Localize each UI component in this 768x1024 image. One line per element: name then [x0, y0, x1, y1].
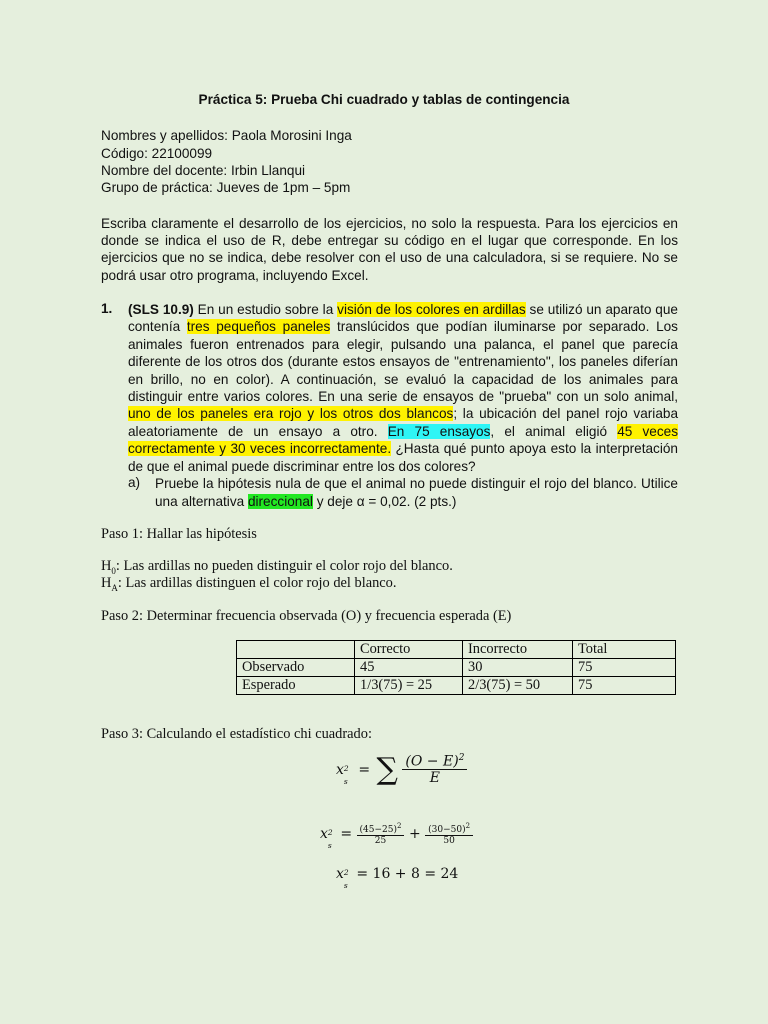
highlight-cyan: En 75 ensayos: [387, 423, 491, 439]
formula-denominator: E: [429, 770, 441, 787]
table-cell: 30: [463, 659, 573, 677]
equals-sign: =: [358, 761, 371, 778]
chi-square-formula: [336, 752, 467, 787]
sub-question-label: a): [128, 475, 141, 490]
formula-fraction: [402, 753, 467, 787]
instructions: Escriba claramente el desarrollo de los ejercicios, no solo la respuesta. Para los ejercicios en donde se indica el uso de R, debe entregar su código en el lugar que corresponde. En los ejercicios que no se indica, debe resolver con el uso de una calculadora, si se requiere. No se podrá usar otro programa, incluyendo Excel.: [101, 216, 678, 283]
hypothesis-alternative: [101, 575, 396, 593]
highlight-yellow: visión de los colores en ardillas: [337, 302, 526, 317]
teacher-name: Nombre del docente: Irbin Llanqui: [101, 163, 306, 178]
table-row: [237, 659, 676, 677]
step-1: Paso 1: Hallar las hipótesis: [101, 526, 257, 542]
formula-num-sup: 2: [458, 752, 465, 763]
table-header-row: [237, 641, 676, 659]
highlight-yellow: uno de los paneles era rojo y los otros dos blancos: [128, 406, 454, 422]
calc-denominator-2: 50: [443, 836, 455, 846]
sub-question-part: y deje α = 0,02. (2 pts.): [312, 494, 457, 509]
chi-square-result: [336, 866, 459, 890]
student-name: Nombres y apellidos: Paola Morosini Inga: [101, 128, 352, 143]
hypothesis-subscript: A: [111, 582, 118, 593]
question-text: En un estudio sobre la: [193, 302, 338, 317]
sub-question-part: Pruebe la hipótesis nula de que el animal no puede distinguir el rojo del blanco. Utilice una alternativa: [155, 476, 678, 509]
calc-fraction-2: [425, 822, 473, 846]
formula-sub: s: [343, 776, 348, 786]
table-header-cell: [237, 641, 355, 659]
calc-sup: 2: [397, 822, 402, 830]
table-header-cell: Correcto: [355, 641, 463, 659]
table-header-cell: Total: [573, 641, 676, 659]
formula-sup: 2: [343, 763, 349, 773]
calc-numerator-2: [425, 822, 473, 836]
hypothesis-symbol: H: [101, 575, 112, 591]
practice-group: Grupo de práctica: Jueves de 1pm – 5pm: [101, 180, 351, 195]
page-title: Práctica 5: Prueba Chi cuadrado y tablas de contingencia: [198, 92, 570, 107]
question-text: , el animal eligió: [490, 423, 618, 439]
hypothesis-text: : Las ardillas no pueden distinguir el color rojo del blanco.: [115, 558, 453, 574]
question-1-text: [128, 301, 678, 475]
student-code: Código: 22100099: [101, 146, 213, 161]
formula-sup: 2: [343, 868, 349, 877]
table-cell: 75: [573, 659, 676, 677]
formula-lhs: [336, 761, 352, 786]
formula-sub: s: [343, 881, 348, 890]
table-cell: 75: [573, 677, 676, 695]
highlight-yellow: tres pequeños paneles: [186, 319, 331, 335]
hypothesis-subscript: 0: [111, 565, 116, 576]
table-cell: 45: [355, 659, 463, 677]
question-text: translúcidos que podían iluminarse por separado. Los animales fueron entrenados para elegir, pulsando una palanca, el panel que parecía diferente de los otros dos (durante estos ensayos de "entrenamiento", los paneles diferían en brillo, no en color). A continuación, se evaluó la capacidad de los animales para distinguir entre varios colores. En una serie de ensayos de "prueba" con un solo animal,: [128, 319, 678, 405]
table-row: [237, 677, 676, 695]
highlight-yellow: 45 veces correctamente y 30 veces incorrectamente.: [128, 423, 678, 457]
calc-num-text: (30−50): [428, 825, 466, 835]
question-text: se utilizó un aparato que contenía: [128, 302, 678, 335]
calc-numerator-1: [357, 822, 405, 836]
result-value: = 16 + 8 = 24: [356, 866, 459, 882]
table-cell: Esperado: [237, 677, 355, 695]
calc-fraction-1: [357, 822, 405, 846]
step-3: Paso 3: Calculando el estadístico chi cuadrado:: [101, 726, 372, 742]
formula-num-text: (O − E): [405, 753, 459, 770]
hypothesis-null: [101, 558, 453, 576]
chi-square-calculation: [320, 822, 473, 850]
table-cell: 2/3(75) = 50: [463, 677, 573, 695]
question-ref: (SLS 10.9): [128, 302, 194, 317]
question-number: 1.: [101, 301, 113, 316]
question-text: ; la ubicación del panel rojo variaba aleatoriamente de un ensayo a otro.: [128, 406, 679, 439]
sum-symbol: ∑: [376, 752, 398, 787]
formula-var: x: [336, 761, 344, 778]
plus-sign: +: [408, 826, 421, 842]
calc-lhs: [320, 826, 336, 850]
step-2: Paso 2: Determinar frecuencia observada (O) y frecuencia esperada (E): [101, 608, 512, 624]
calc-sup: 2: [465, 822, 471, 830]
formula-var: x: [320, 826, 328, 842]
table-header-cell: Incorrecto: [463, 641, 573, 659]
formula-sub: s: [327, 841, 332, 850]
hypothesis-text: : Las ardillas distinguen el color rojo del blanco.: [117, 575, 397, 591]
hypothesis-symbol: H: [101, 558, 112, 574]
table-cell: Observado: [237, 659, 355, 677]
table-cell: 1/3(75) = 25: [355, 677, 463, 695]
highlight-green: direccional: [247, 494, 313, 509]
formula-numerator: [402, 753, 467, 771]
formula-sup: 2: [327, 828, 333, 837]
calc-num-text: (45−25): [359, 825, 398, 835]
frequency-table: [236, 640, 676, 695]
sub-question-text: [155, 475, 678, 511]
calc-denominator-1: 25: [374, 836, 387, 846]
question-text: ¿Hasta qué punto apoya esto la interpretación de que el animal puede discriminar entre los dos colores?: [128, 441, 678, 474]
formula-var: x: [336, 866, 344, 882]
result-lhs: [336, 866, 352, 890]
equals-sign: =: [340, 826, 353, 842]
